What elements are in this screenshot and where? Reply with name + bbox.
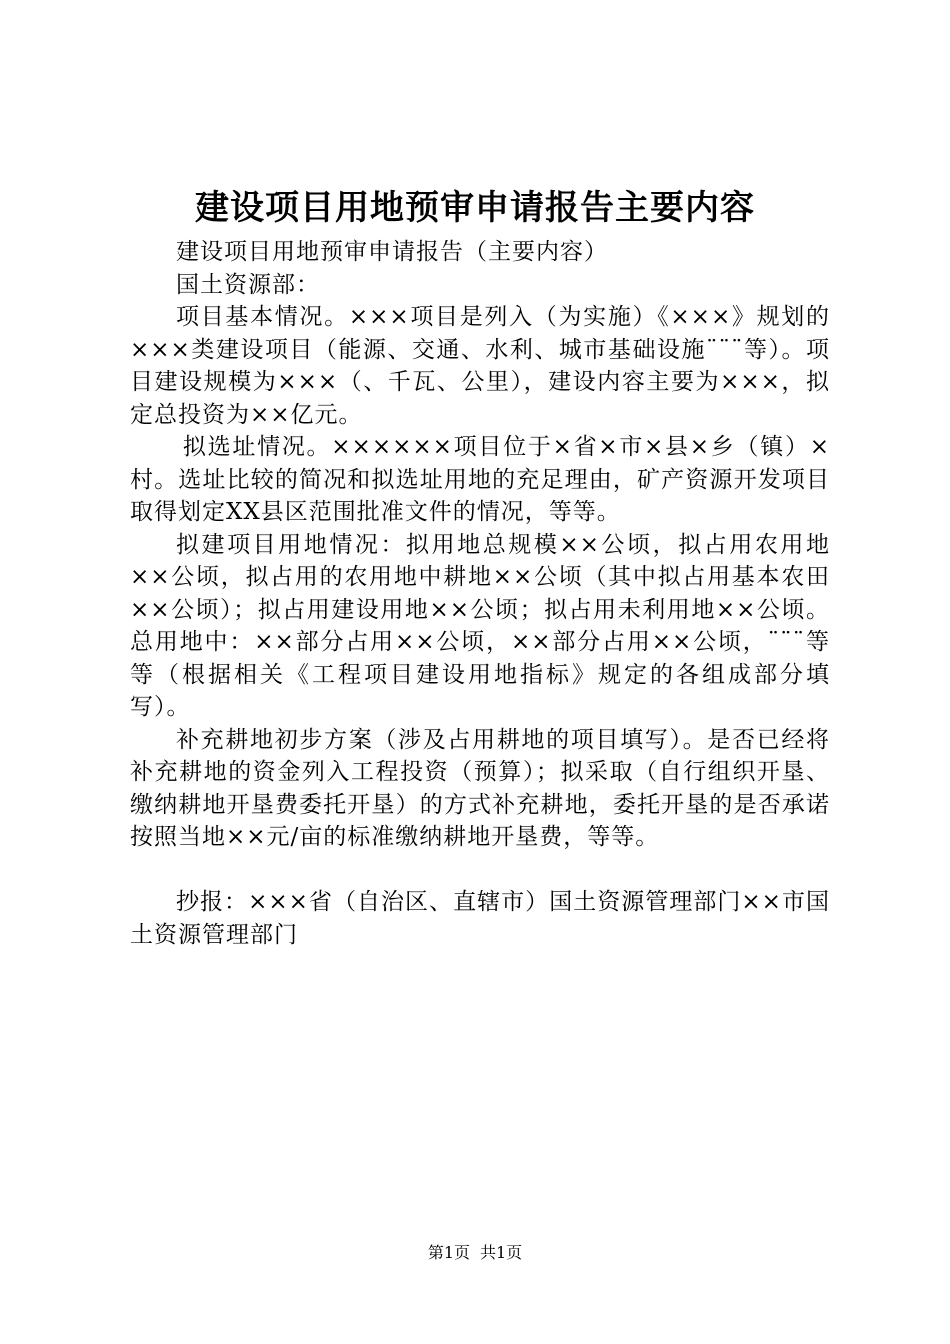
paragraph-land-use: 拟建项目用地情况：拟用地总规模××公顷，拟占用农用地××公顷，拟占用的农用地中耕地××公顷（其中拟占用基本农田××公顷）；拟占用建设用地××公顷；拟占用未利用地××公顷。总用地中：××部分占用××公顷，××部分占用××公顷，¨¨¨等等（根据相关《工程项目建设用地指标》规定的各组成部分填写）。 [130, 531, 830, 720]
paragraph-site-selection: 拟选址情况。××××××项目位于×省×市×县×乡（镇）×村。选址比较的简况和拟选址用地的充足理由，矿产资源开发项目取得划定XX县区范围批准文件的情况，等等。 [130, 434, 830, 525]
page-footer [0, 1242, 950, 1264]
paragraph-spacer [130, 854, 830, 887]
document-title: 建设项目用地预审申请报告主要内容 [195, 188, 755, 228]
paragraph-addressee: 国土资源部： [176, 271, 320, 298]
document-body [130, 236, 830, 951]
paragraph-subtitle: 建设项目用地预审申请报告（主要内容） [176, 239, 608, 265]
paragraph-farmland-plan: 补充耕地初步方案（涉及占用耕地的项目填写）。是否已经将补充耕地的资金列入工程投资（预算）；拟采取（自行组织开垦、缴纳耕地开垦费委托开垦）的方式补充耕地，委托开垦的是否承诺按照当地××元/亩的标准缴纳耕地开垦费，等等。 [130, 726, 830, 850]
page-total: 共1页 [480, 1243, 523, 1262]
page-number: 第1页 [427, 1243, 470, 1262]
paragraph-project-basics: 项目基本情况。×××项目是列入（为实施）《×××》规划的×××类建设项目（能源、交通、水利、城市基础设施¨¨¨等）。项目建设规模为×××（、千瓦、公里），建设内容主要为×××，拟定总投资为××亿元。 [130, 304, 830, 428]
paragraph-cc: 抄报：×××省（自治区、直辖市）国土资源管理部门××市国土资源管理部门 [130, 889, 830, 948]
